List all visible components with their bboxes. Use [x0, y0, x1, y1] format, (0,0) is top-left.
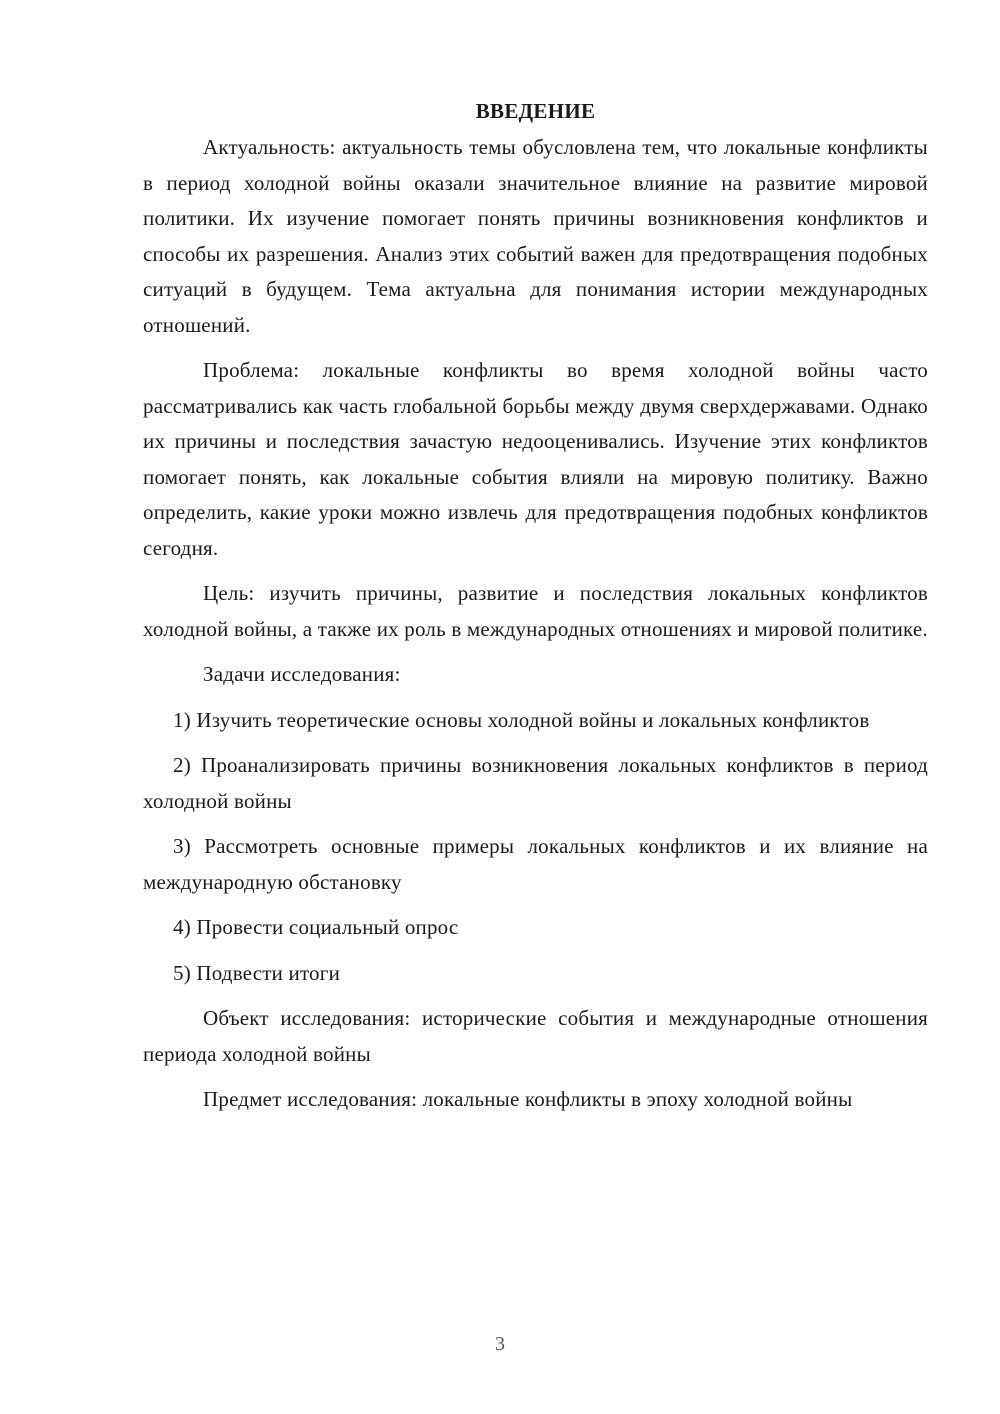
tasks-heading: Задачи исследования: [203, 662, 401, 686]
goal-paragraph: Цель: изучить причины, развитие и последствия локальных конфликтов холодной войны, а также их роль в международных отношениях и мировой политике. [143, 581, 928, 641]
research-subject-paragraph: Предмет исследования: локальные конфликты в эпоху холодной войны [203, 1087, 853, 1111]
section-title: ВВЕДЕНИЕ [475, 99, 596, 123]
relevance-paragraph: Актуальность: актуальность темы обусловлена тем, что локальные конфликты в период холодной войны оказали значительное влияние на развитие мировой политики. Их изучение помогает понять причины возникновения конфликтов и способы их разрешения. Анализ этих событий важен для предотвращения подобных ситуаций в будущем. Тема актуальна для понимания истории международных отношений. [143, 135, 928, 337]
task-item-3: 3) Рассмотреть основные примеры локальных конфликтов и их влияние на международную обстановку [143, 834, 928, 894]
document-page [143, 96, 928, 1118]
page-number: 3 [495, 1333, 505, 1355]
task-item-5: 5) Подвести итоги [173, 960, 341, 985]
task-item-4: 4) Провести социальный опрос [173, 915, 459, 939]
task-item-2: 2) Проанализировать причины возникновения локальных конфликтов в период холодной войны [143, 753, 928, 813]
problem-paragraph: Проблема: локальные конфликты во время холодной войны часто рассматривались как часть глобальной борьбы между двумя сверхдержавами. Однако их причины и последствия зачастую недооценивались. Изучение этих конфликтов помогает понять, как локальные события влияли на мировую политику. Важно определить, какие уроки можно извлечь для предотвращения подобных конфликтов сегодня. [143, 358, 928, 560]
task-item-1: 1) Изучить теоретические основы холодной войны и локальных конфликтов [173, 707, 870, 732]
research-object-paragraph: Объект исследования: исторические события и международные отношения периода холодной войны [143, 1006, 928, 1066]
